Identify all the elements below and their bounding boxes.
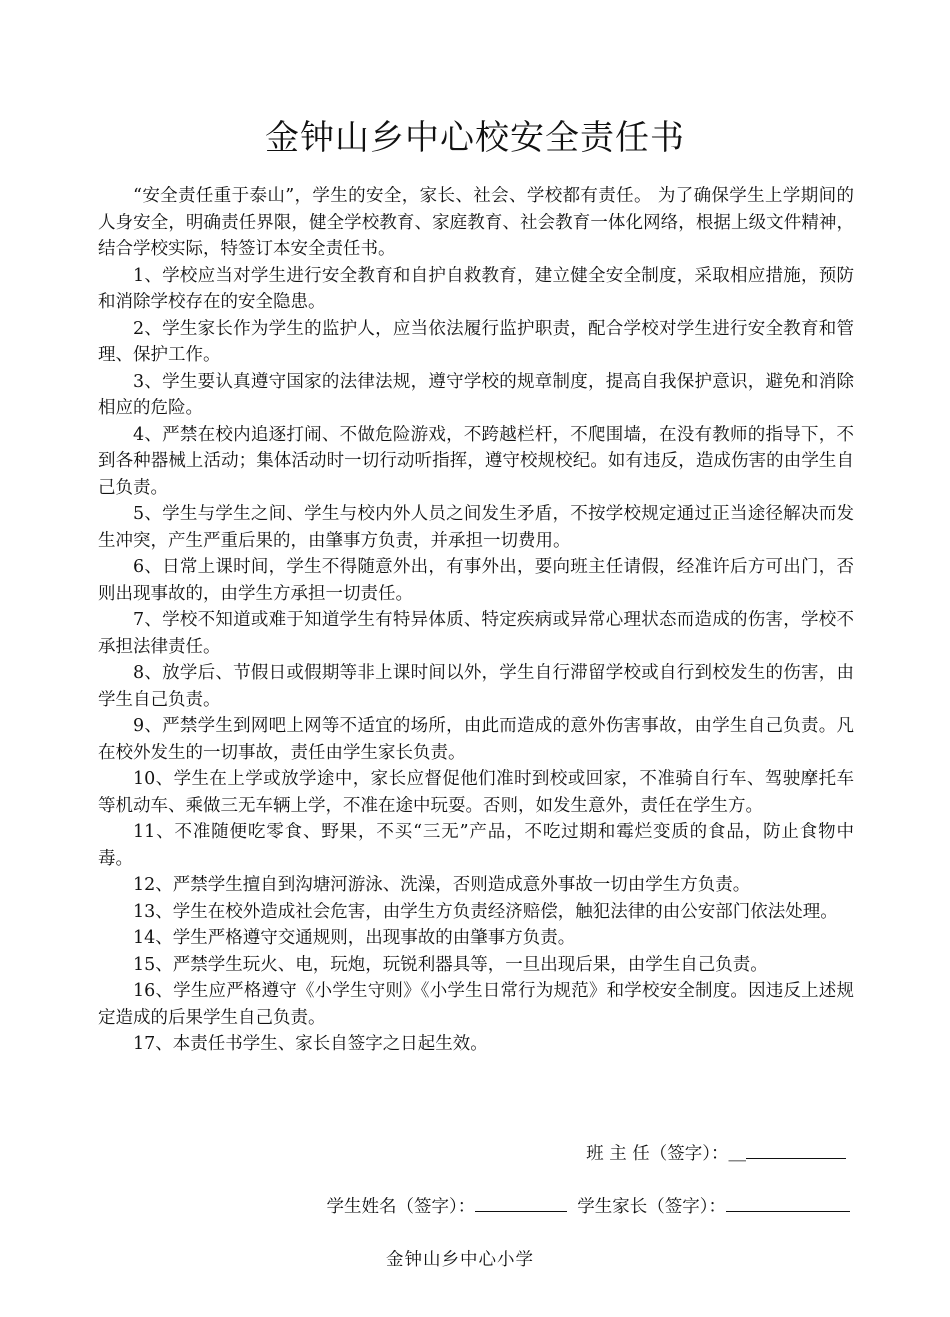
teacher-signature-prefix: ＿ [728, 1144, 746, 1164]
clause-paragraph: 14、学生严格遵守交通规则，出现事故的由肇事方负责。 [133, 928, 576, 948]
clause-paragraph: 13、学生在校外造成社会危害，由学生方负责经济赔偿，触犯法律的由公安部门依法处理。 [133, 901, 838, 922]
issuer-name: 金钟山乡中心小学 [386, 1250, 534, 1270]
clause-paragraph: 4、严禁在校内追逐打闹、不做危险游戏，不跨越栏杆，不爬围墙，在没有教师的指导下，不到各种器械上活动；集体活动时一切行动听指挥，遵守校规校纪。如有违反，造成伤害的由学生自己负责。 [98, 424, 854, 498]
student-signature-blank[interactable] [475, 1193, 567, 1212]
clause-paragraph: 7、学校不知道或难于知道学生有特异体质、特定疾病或异常心理状态而造成的伤害，学校不承担法律责任。 [98, 610, 854, 657]
clause-paragraph: 10、学生在上学或放学途中，家长应督促他们准时到校或回家，不准骑自行车、驾驶摩托车等机动车、乘做三无车辆上学，不准在途中玩耍。否则，如发生意外，责任在学生方。 [98, 769, 854, 816]
document-title: 金钟山乡中心校安全责任书 [265, 118, 685, 158]
student-parent-signature-line [327, 1193, 851, 1220]
clause-paragraph: 16、学生应严格遵守《小学生守则》《小学生日常行为规范》和学校安全制度。因违反上述规定造成的后果学生自己负责。 [98, 981, 854, 1028]
intro-paragraph: “安全责任重于泰山”，学生的安全，家长、社会、学校都有责任。 为了确保学生上学期间的人身安全，明确责任界限，健全学校教育、家庭教育、社会教育一体化网络，根据上级文件精神，结合学校实际，特签订本安全责任书。 [98, 186, 854, 259]
clause-paragraph: 3、学生要认真遵守国家的法律法规，遵守学校的规章制度，提高自我保护意识，避免和消除相应的危险。 [98, 371, 854, 418]
teacher-signature-label: 班 主 任（签字）： [586, 1144, 729, 1164]
document-body [98, 183, 854, 1058]
student-signature-label: 学生姓名（签字）： [326, 1197, 476, 1217]
clause-paragraph: 9、严禁学生到网吧上网等不适宜的场所，由此而造成的意外伤害事故，由学生自己负责。凡在校外发生的一切事故，责任由学生家长负责。 [98, 716, 854, 763]
clause-paragraph: 2、学生家长作为学生的监护人，应当依法履行监护职责，配合学校对学生进行安全教育和管理、保护工作。 [98, 318, 854, 365]
clause-paragraph: 1、学校应当对学生进行安全教育和自护自救教育，建立健全安全制度，采取相应措施，预防和消除学校存在的安全隐患。 [98, 265, 854, 312]
teacher-signature-line [586, 1140, 846, 1167]
parent-signature-label: 学生家长（签字）： [577, 1197, 726, 1217]
clause-paragraph: 5、学生与学生之间、学生与校内外人员之间发生矛盾，不按学校规定通过正当途径解决而发生冲突，产生严重后果的，由肇事方负责，并承担一切费用。 [98, 504, 854, 551]
clause-paragraph: 15、严禁学生玩火、电，玩炮，玩锐利器具等，一旦出现后果，由学生自己负责。 [133, 954, 768, 975]
teacher-signature-blank[interactable] [746, 1140, 846, 1159]
clause-paragraph: 8、放学后、节假日或假期等非上课时间以外，学生自行滞留学校或自行到校发生的伤害，由学生自己负责。 [98, 663, 854, 710]
clause-paragraph: 12、严禁学生擅自到沟塘河游泳、洗澡，否则造成意外事故一切由学生方负责。 [133, 875, 751, 895]
clause-paragraph: 17、本责任书学生、家长自签字之日起生效。 [133, 1034, 488, 1054]
clause-paragraph: 11、不准随便吃零食、野果，不买“三无”产品，不吃过期和霉烂变质的食品，防止食物中毒。 [98, 822, 854, 869]
clause-paragraph: 6、日常上课时间，学生不得随意外出，有事外出，要向班主任请假，经准许后方可出门，否则出现事故的，由学生方承担一切责任。 [98, 557, 854, 604]
parent-signature-blank[interactable] [726, 1193, 850, 1212]
